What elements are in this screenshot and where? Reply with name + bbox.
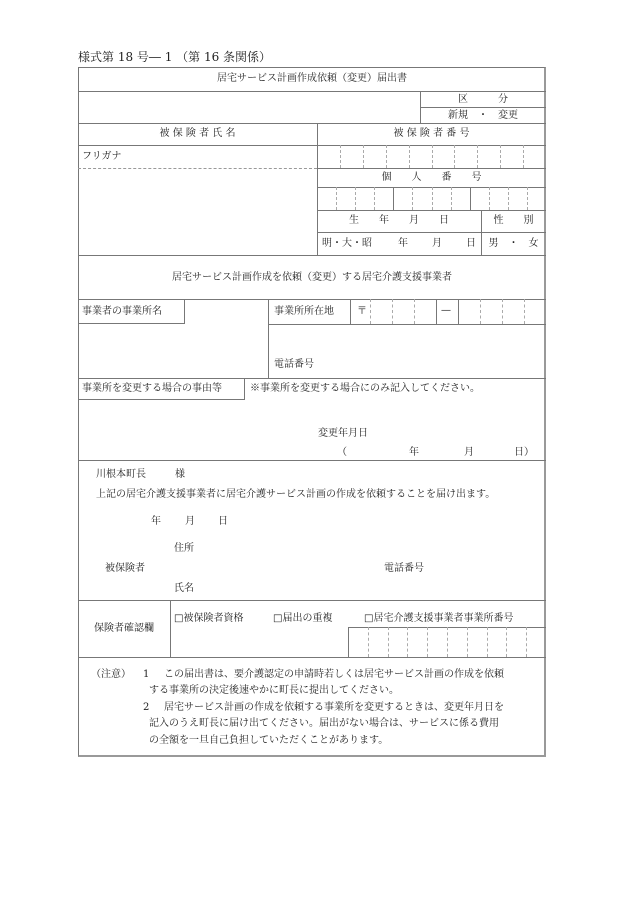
personal-number-header: 個 人 番 号 — [381, 172, 482, 183]
postal-code-cells[interactable] — [370, 299, 546, 324]
note-1-number: 1 — [143, 669, 150, 680]
digit-cell[interactable] — [340, 145, 363, 168]
change-date-label: 変更年月日 — [318, 428, 368, 439]
checkbox-label: 被保険者資格 — [183, 613, 244, 624]
postal-digit-cell[interactable] — [392, 299, 414, 324]
declaration-name-label: 氏名 — [174, 583, 194, 594]
digit-cell[interactable] — [407, 627, 427, 657]
checkbox-icon[interactable]: □ — [364, 613, 374, 624]
change-year-label: 年 — [409, 447, 419, 458]
declaration-year-label: 年 — [151, 516, 161, 527]
digit-cell[interactable] — [451, 187, 470, 210]
insured-name-header: 被 保 険 者 氏 名 — [159, 128, 236, 139]
divider — [317, 168, 546, 169]
declaration-name-input[interactable] — [200, 580, 530, 596]
divider — [78, 657, 546, 658]
insurer-check-label: 保険者確認欄 — [94, 623, 154, 634]
digit-cell[interactable] — [470, 187, 489, 210]
postal-digit-cell[interactable] — [502, 299, 524, 324]
postal-digit-cell[interactable] — [524, 299, 546, 324]
insured-number-cells[interactable] — [317, 145, 546, 168]
postal-digit-cell[interactable] — [480, 299, 502, 324]
digit-cell[interactable] — [467, 627, 487, 657]
reason-label: 事業所を変更する場合の事由等 — [82, 383, 222, 394]
digit-cell[interactable] — [412, 187, 431, 210]
addressee: 川根本町長 — [96, 469, 146, 480]
reason-note: ※事業所を変更する場合にのみ記入してください。 — [250, 383, 480, 394]
digit-cell[interactable] — [363, 145, 386, 168]
checkbox-label: 届出の重複 — [282, 613, 333, 624]
reason-input[interactable] — [82, 402, 542, 422]
divider — [268, 324, 546, 325]
digit-cell[interactable] — [527, 187, 546, 210]
digit-cell[interactable] — [506, 627, 526, 657]
furigana-input[interactable] — [82, 146, 312, 167]
office-name-label: 事業者の事業所名 — [82, 306, 162, 317]
digit-cell[interactable] — [487, 627, 507, 657]
declaration-address-input[interactable] — [200, 540, 530, 556]
office-phone-label: 電話番号 — [274, 359, 314, 370]
change-month-label: 月 — [464, 447, 474, 458]
form-id: 様式第 18 号― 1 （第 16 条関係） — [78, 50, 272, 64]
postal-digit-cell[interactable] — [414, 299, 436, 324]
digit-cell[interactable] — [355, 187, 374, 210]
divider — [78, 91, 546, 92]
office-number-cells[interactable] — [348, 627, 546, 657]
gender-options[interactable]: 男 ・ 女 — [488, 238, 539, 249]
declaration-insured-label: 被保険者 — [105, 563, 145, 574]
insurer-checkbox-1[interactable] — [174, 606, 243, 625]
note-1-line-2: する事業所の決定後速やかに町長に提出してください。 — [149, 685, 399, 696]
insurer-checkbox-3[interactable] — [364, 606, 513, 625]
divider — [170, 600, 171, 657]
postal-dash-text: — — [441, 305, 451, 316]
digit-cell[interactable] — [393, 187, 412, 210]
digit-cell[interactable] — [508, 187, 527, 210]
digit-cell[interactable] — [447, 627, 467, 657]
note-2-line-2: 記入のうえ町長に届け出てください。届出がない場合は、サービスに係る費用 — [149, 718, 499, 729]
divider — [420, 107, 546, 108]
divider — [317, 232, 546, 233]
digit-cell[interactable] — [523, 145, 546, 168]
postal-mark: 〒 — [357, 306, 367, 317]
era-options[interactable]: 明・大・昭 — [322, 238, 372, 249]
divider — [78, 255, 546, 256]
note-2-line-3: の全額を一旦自己負担していただくことがあります。 — [149, 735, 389, 746]
office-address-input[interactable] — [272, 326, 542, 356]
insured-number-header: 被 保 険 者 番 号 — [393, 128, 470, 139]
digit-cell[interactable] — [477, 145, 500, 168]
gender-header: 性 別 — [493, 215, 534, 226]
declaration-phone-input[interactable] — [432, 560, 532, 576]
digit-cell[interactable] — [388, 627, 408, 657]
digit-cell[interactable] — [500, 145, 523, 168]
divider — [317, 210, 546, 211]
birth-year-label: 年 — [398, 238, 408, 249]
digit-cell[interactable] — [336, 187, 355, 210]
digit-cell[interactable] — [526, 627, 546, 657]
digit-cell[interactable] — [432, 187, 451, 210]
digit-cell[interactable] — [489, 187, 508, 210]
provider-heading: 居宅サービス計画作成を依頼（変更）する居宅介護支援事業者 — [172, 272, 452, 283]
furigana-divider — [78, 168, 317, 169]
category-options[interactable]: 新規 ・ 変更 — [448, 110, 518, 121]
declaration-statement: 上記の居宅介護支援事業者に居宅介護サービス計画の作成を依頼することを届け出ます。 — [96, 489, 496, 500]
insured-name-input[interactable] — [82, 170, 312, 252]
declaration-phone-label: 電話番号 — [384, 563, 424, 574]
divider — [78, 600, 546, 601]
note-2-line-1: 居宅サービス計画の作成を依頼する事業所を変更するときは、変更年月日を — [164, 702, 504, 713]
birthdate-header: 生 年 月 日 — [349, 215, 449, 226]
office-name-input[interactable] — [82, 326, 264, 376]
postal-digit-cell[interactable] — [458, 299, 480, 324]
digit-cell[interactable] — [317, 145, 340, 168]
address-label: 事業所所在地 — [274, 306, 334, 317]
digit-cell[interactable] — [317, 187, 336, 210]
change-day-label: 日） — [514, 447, 534, 458]
declaration-month-label: 月 — [185, 516, 195, 527]
honorific: 様 — [175, 469, 185, 480]
checkbox-icon[interactable]: □ — [174, 613, 184, 624]
digit-cell[interactable] — [409, 145, 432, 168]
birth-month-label: 月 — [432, 238, 442, 249]
divider — [268, 299, 269, 378]
insurer-checkbox-2[interactable] — [273, 606, 332, 625]
digit-cell[interactable] — [368, 627, 388, 657]
checkbox-icon[interactable]: □ — [273, 613, 283, 624]
digit-cell[interactable] — [432, 145, 455, 168]
digit-cell[interactable] — [386, 145, 409, 168]
divider — [350, 299, 351, 324]
form-title: 居宅サービス計画作成依頼（変更）届出書 — [217, 73, 407, 84]
notes-label: （注意） — [91, 669, 131, 680]
digit-cell[interactable] — [427, 627, 447, 657]
postal-dash — [436, 299, 458, 324]
personal-number-cells[interactable] — [317, 187, 546, 210]
checkbox-label: 居宅介護支援事業者事業所番号 — [373, 613, 514, 624]
furigana-label: フリガナ — [82, 151, 122, 162]
digit-cell[interactable] — [454, 145, 477, 168]
declaration-day-label: 日 — [218, 516, 228, 527]
change-date-open: （ — [337, 447, 347, 458]
divider — [78, 123, 546, 124]
note-1-line-1: この届出書は、要介護認定の申請時若しくは居宅サービス計画の作成を依頼 — [164, 669, 504, 680]
postal-digit-cell[interactable] — [370, 299, 392, 324]
note-2-number: 2 — [143, 702, 150, 713]
declaration-address-label: 住所 — [174, 543, 194, 554]
birth-day-label: 日 — [466, 238, 476, 249]
divider — [78, 460, 546, 461]
category-label: 区 分 — [458, 94, 508, 105]
digit-cell[interactable] — [348, 627, 368, 657]
digit-cell[interactable] — [374, 187, 393, 210]
